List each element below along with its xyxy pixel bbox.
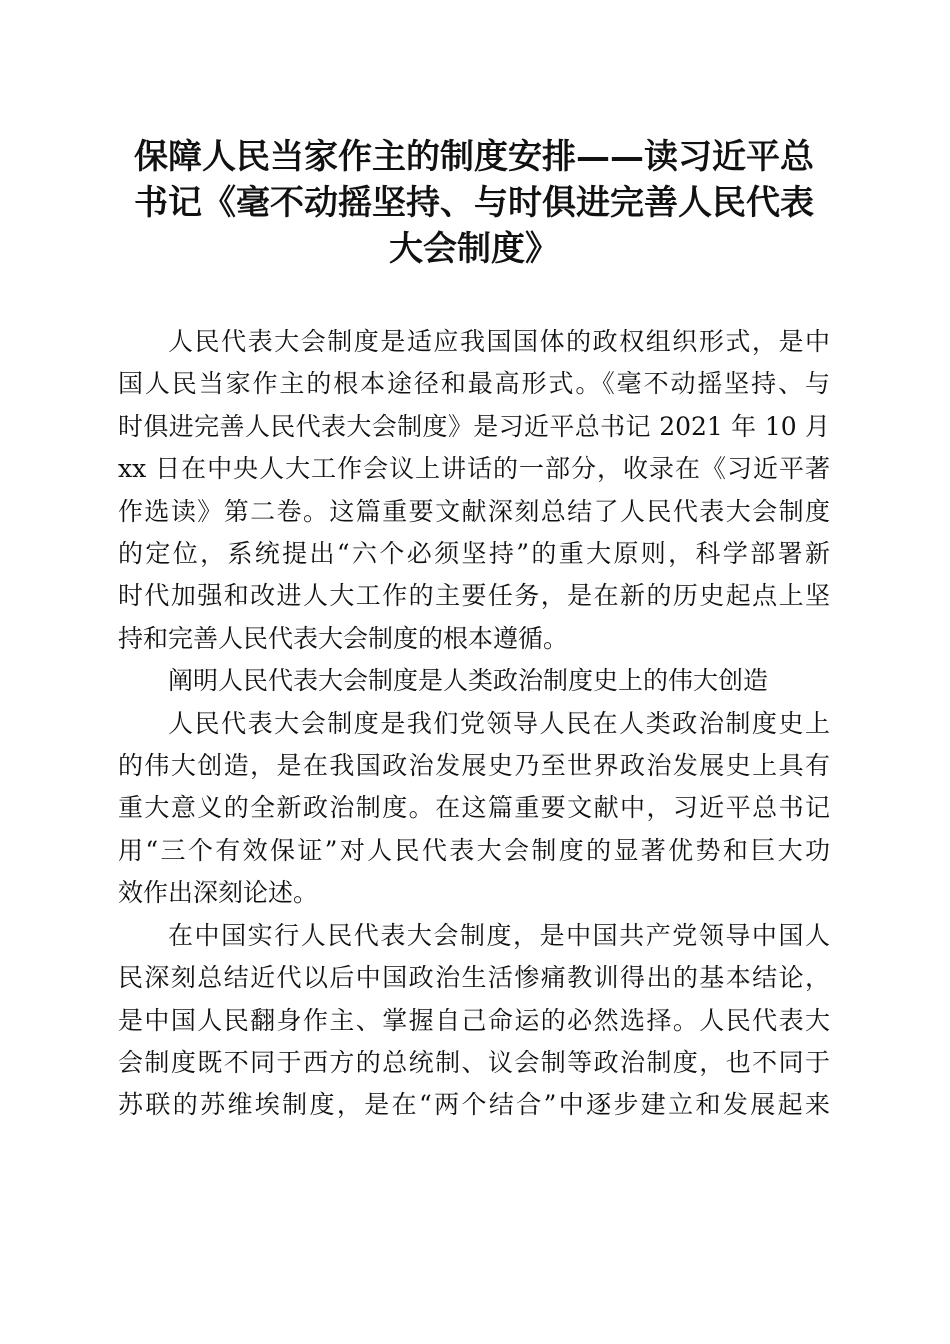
- text-line: 重大意义的全新政治制度。在这篇重要文献中，习近平总书记: [118, 793, 830, 823]
- title-line: 保障人民当家作主的制度安排——读习近平总: [134, 137, 814, 177]
- text-line: xx 日在中央人大工作会议上讲话的一部分，收录在《习近平著: [118, 454, 830, 484]
- text-line: 在中国实行人民代表大会制度，是中国共产党领导中国人: [168, 920, 830, 950]
- text-line: 时代加强和改进人大工作的主要任务，是在新的历史起点上坚: [118, 581, 830, 611]
- text-line: 的伟大创造，是在我国政治发展史乃至世界政治发展史上具有: [118, 751, 830, 781]
- text-line: 是中国人民翻身作主、掌握自己命运的必然选择。人民代表大: [118, 1005, 830, 1035]
- text-line: 民深刻总结近代以后中国政治生活惨痛教训得出的基本结论，: [118, 963, 830, 993]
- text-line: 国人民当家作主的根本途径和最高形式。《毫不动摇坚持、与: [118, 369, 830, 399]
- text-line: 效作出深刻论述。: [118, 878, 319, 908]
- title-line: 书记《毫不动摇坚持、与时俱进完善人民代表: [134, 183, 814, 223]
- text-line: 时俱进完善人民代表大会制度》是习近平总书记 2021 年 10 月: [118, 411, 830, 441]
- paragraph-body: [118, 703, 830, 915]
- document-title: [118, 134, 830, 272]
- text-line: 会制度既不同于西方的总统制、议会制等政治制度，也不同于: [118, 1047, 830, 1077]
- text-line: 人民代表大会制度是适应我国国体的政权组织形式，是中: [168, 327, 830, 356]
- text-line: 持和完善人民代表大会制度的根本遵循。: [118, 623, 569, 653]
- text-line: 用“三个有效保证”对人民代表大会制度的显著优势和巨大功: [118, 835, 830, 865]
- document-body: [118, 321, 830, 1127]
- text-line: 阐明人民代表大会制度是人类政治制度史上的伟大创造: [168, 666, 769, 696]
- text-line: 的定位，系统提出“六个必须坚持”的重大原则，科学部署新: [118, 539, 830, 569]
- text-line: 苏联的苏维埃制度，是在“两个结合”中逐步建立和发展起来: [118, 1090, 830, 1120]
- text-line: 作选读》第二卷。这篇重要文献深刻总结了人民代表大会制度: [118, 496, 830, 526]
- section-heading: [118, 660, 830, 702]
- text-line: 人民代表大会制度是我们党领导人民在人类政治制度史上: [168, 708, 830, 738]
- title-line: 大会制度》: [389, 229, 559, 269]
- paragraph-body: [118, 915, 830, 1127]
- paragraph-intro: [118, 321, 830, 660]
